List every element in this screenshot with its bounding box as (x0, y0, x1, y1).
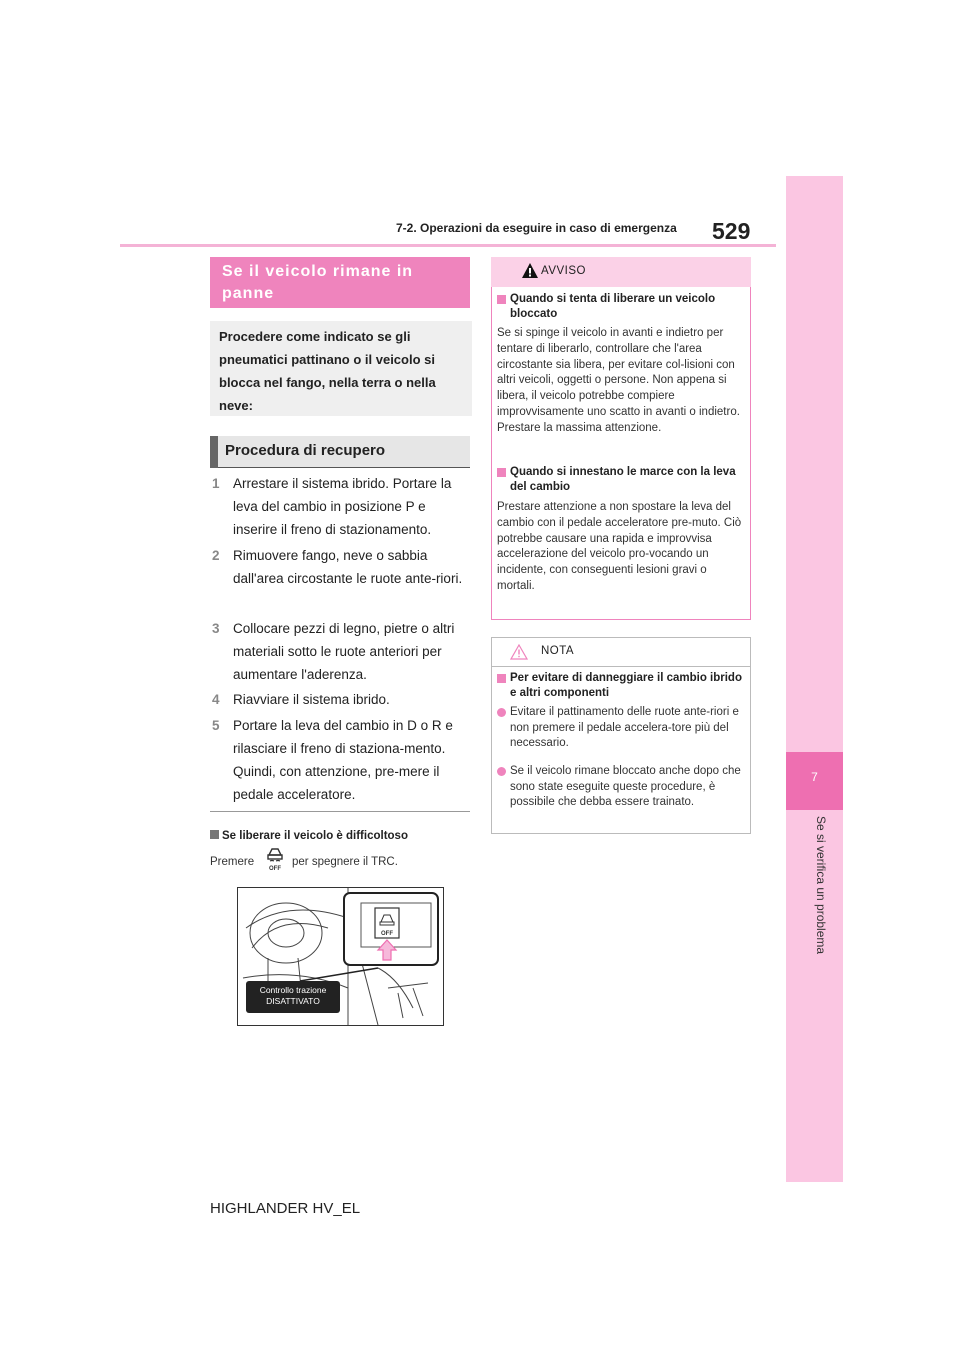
traction-control-callout (246, 981, 340, 1013)
note-title: NOTA (541, 645, 575, 657)
trc-off-icon (264, 846, 286, 872)
step-item (212, 714, 472, 806)
dashboard-illustration (237, 887, 444, 1026)
note-heading-text: Per evitare di danneggiare il cambio ibrido e altri componenti (510, 672, 742, 699)
steps-divider (210, 811, 470, 812)
header-divider (120, 244, 776, 247)
caution-triangle-icon (510, 644, 528, 660)
note-text-after: per spegnere il TRC. (292, 856, 398, 868)
note-bullet-text: Evitare il pattinamento delle ruote ante-riori e non premere il pedale accelera-tore più del necessario. (510, 706, 739, 749)
step-text: Riavviare il sistema ibrido. (233, 692, 390, 707)
section-banner (210, 257, 470, 308)
subheading-bar (210, 436, 218, 468)
step-item (212, 472, 472, 541)
warning-paragraph: Se si spinge il veicolo in avanti e indietro per tentare di liberarlo, controllare che l'area circostante sia libera, per evitare col-lisioni con altri veicoli, oggetti o persone. Non appena si libera, il veicolo potrebbe compiere improvvisamente uno scatto in avanti o indietro. Prestare la massima attenzione. (497, 327, 740, 434)
warning-heading-text: Quando si innestano le marce con la leva del cambio (510, 466, 736, 493)
square-bullet-icon (497, 295, 506, 304)
step-number: 4 (212, 692, 220, 707)
warning-section-heading (497, 465, 742, 495)
chapter-side-tab (786, 176, 843, 1182)
step-text: Collocare pezzi di legno, pietre o altri materiali sotto le ruote anteriori per aumentare l'aderenza. (233, 621, 455, 682)
square-bullet-icon (497, 468, 506, 477)
round-bullet-icon (497, 767, 506, 776)
section-banner-title: Se il veicolo rimane in panne (222, 263, 414, 302)
callout-line1: Controllo trazione (259, 985, 327, 995)
note-bullet (497, 705, 742, 752)
footer-model: HIGHLANDER HV_EL (210, 1200, 361, 1217)
note-section-heading (497, 671, 742, 701)
subheading-title: Procedura di recupero (225, 442, 386, 459)
step-number: 5 (212, 718, 220, 733)
figure-off-label: OFF (381, 931, 393, 937)
warning-title: AVVISO (541, 265, 586, 277)
chapter-title: Se si verifica un problema (814, 816, 828, 955)
trc-off-label: OFF (269, 866, 281, 872)
callout-line2: DISATTIVATO (266, 996, 320, 1006)
step-text: Rimuovere fango, neve o sabbia dall'area circostante le ruote ante-riori. (233, 548, 463, 586)
warning-section-heading (497, 292, 742, 322)
note-text-before: Premere (210, 856, 255, 868)
note-heading-text: Se liberare il veicolo è difficoltoso (222, 830, 408, 842)
note-bullet-text: Se il veicolo rimane bloccato anche dopo che sono state eseguite queste procedure, è possibile che debba essere trainato. (510, 765, 741, 808)
step-item (212, 544, 472, 590)
warning-heading-text: Quando si tenta di liberare un veicolo bloccato (510, 293, 716, 320)
step-text: Arrestare il sistema ibrido. Portare la leva del cambio in posizione P e inserire il freno di stazionamento. (233, 476, 452, 537)
note-title-divider (491, 666, 751, 667)
page-number: 529 (712, 218, 751, 244)
step-number: 2 (212, 548, 220, 563)
intro-text: Procedere come indicato se gli pneumatici pattinano o il veicolo si blocca nel fango, nella terra o nella neve: (219, 329, 436, 413)
step-number: 1 (212, 476, 220, 491)
chapter-number: 7 (811, 770, 818, 784)
warning-paragraph: Prestare attenzione a non spostare la leva del cambio con il pedale acceleratore pre-muto. Ciò potrebbe causare una rapida e improvvisa accelerazione del veicolo pro-vocando un incidente, con conseguenti lesioni gravi o mortali. (497, 501, 742, 592)
round-bullet-icon (497, 708, 506, 717)
square-bullet-icon (210, 830, 219, 839)
warning-triangle-icon (521, 262, 539, 279)
step-number: 3 (212, 621, 220, 636)
section-title: 7-2. Operazioni da eseguire in caso di emergenza (396, 221, 677, 235)
note-heading (210, 830, 408, 842)
step-item (212, 617, 472, 686)
square-bullet-icon (497, 674, 506, 683)
step-text: Portare la leva del cambio in D o R e rilasciare il freno di staziona-mento. Quindi, con attenzione, pre-mere il pedale acceleratore. (233, 718, 453, 802)
note-bullet (497, 764, 742, 811)
step-item (212, 688, 472, 711)
